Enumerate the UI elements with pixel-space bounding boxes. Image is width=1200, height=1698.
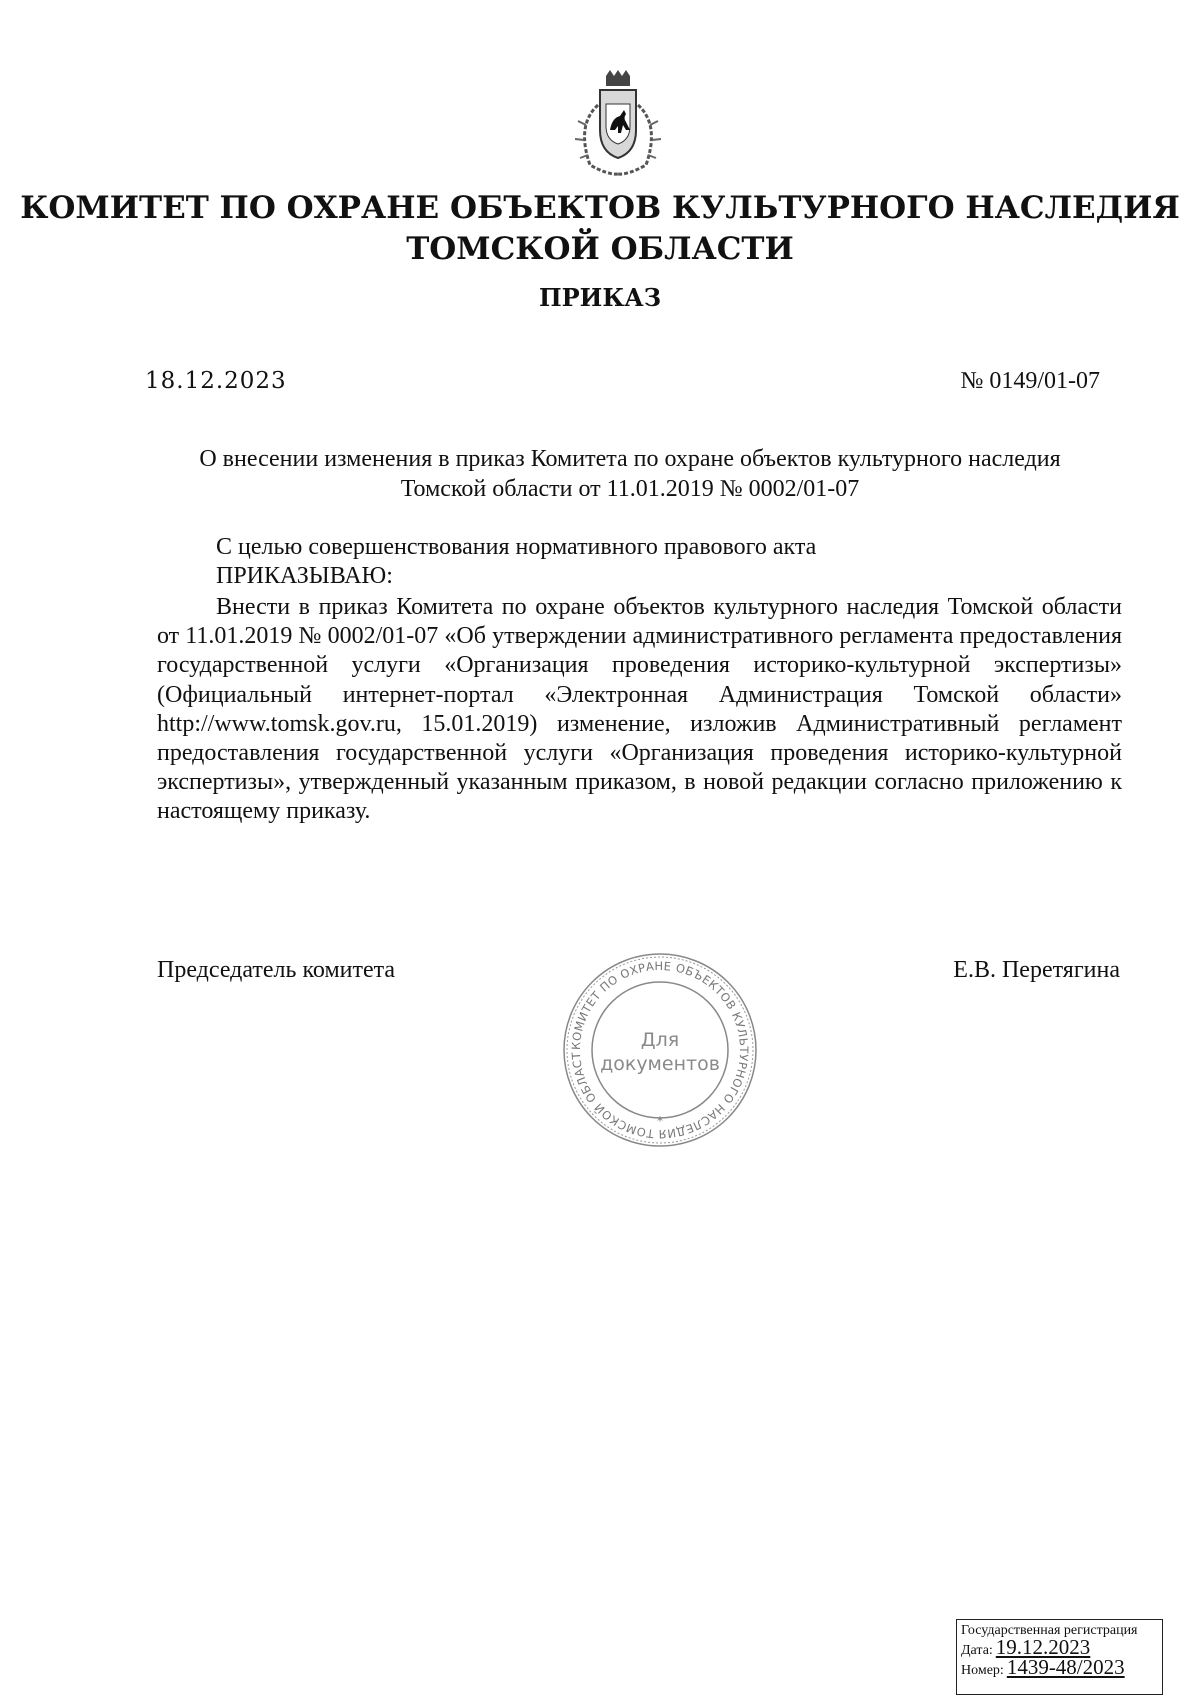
registration-number-value: 1439-48/2023 [1006,1655,1125,1679]
order-number: № 0149/01-07 [960,368,1100,394]
document-type: ПРИКАЗ [538,283,662,312]
organization-title [0,188,1200,270]
official-stamp [560,950,760,1150]
registration-number-row [961,1655,1158,1679]
order-date: 18.12.2023 [145,368,287,394]
order-body-paragraph: Внести в приказ Комитета по охране объектов культурного наследия Томской области от 11.01.2019 № 0002/01-07 «Об утверждении административного регламента предоставления государственной услуги «Организация проведения историко-культурной экспертизы» (Официальный интернет-портал «Электронная Администрация Томской области» http://www.tomsk.gov.ru, 15.01.2019) изменение, изложив Административный регламент предоставления государственной услуги «Организация проведения историко-культурной экспертизы», утвержденный указанным приказом, в новой редакции согласно приложению к настоящему приказу. [157,594,1122,825]
order-intro-purpose: С целью совершенствования нормативного правового акта [216,534,817,560]
registration-date-label: Дата: [961,1643,993,1658]
organization-title-line1: КОМИТЕТ ПО ОХРАНЕ ОБЪЕКТОВ КУЛЬТУРНОГО НАСЛЕДИЯ [20,190,1180,226]
state-registration-box [956,1619,1163,1695]
order-subject-line2: Томской области от 11.01.2019 № 0002/01-07 [400,476,860,502]
registration-number-label: Номер: [961,1663,1004,1678]
registration-title: Государственная регистрация [961,1623,1138,1638]
stamp-center-line1: Для [640,1029,680,1051]
stamp-center-line2: документов [600,1053,720,1075]
order-intro-directive: ПРИКАЗЫВАЮ: [216,563,393,589]
stamp-ring-text: КОМИТЕТ ПО ОХРАНЕ ОБЪЕКТОВ КУЛЬТУРНОГО НАСЛЕДИЯ ТОМСКОЙ ОБЛАСТ [568,958,752,1142]
order-intro [216,533,816,591]
registration-date-value: 19.12.2023 [995,1635,1091,1659]
order-subject [140,444,1120,504]
stamp-star: * [657,1114,663,1128]
organization-title-line2: ТОМСКОЙ ОБЛАСТИ [406,231,794,267]
order-subject-line1: О внесении изменения в приказ Комитета по охране объектов культурного наследия [199,446,1061,472]
coat-of-arms-icon [568,70,668,180]
signatory-role: Председатель комитета [157,957,396,983]
signatory-name: Е.В. Перетягина [953,957,1120,983]
